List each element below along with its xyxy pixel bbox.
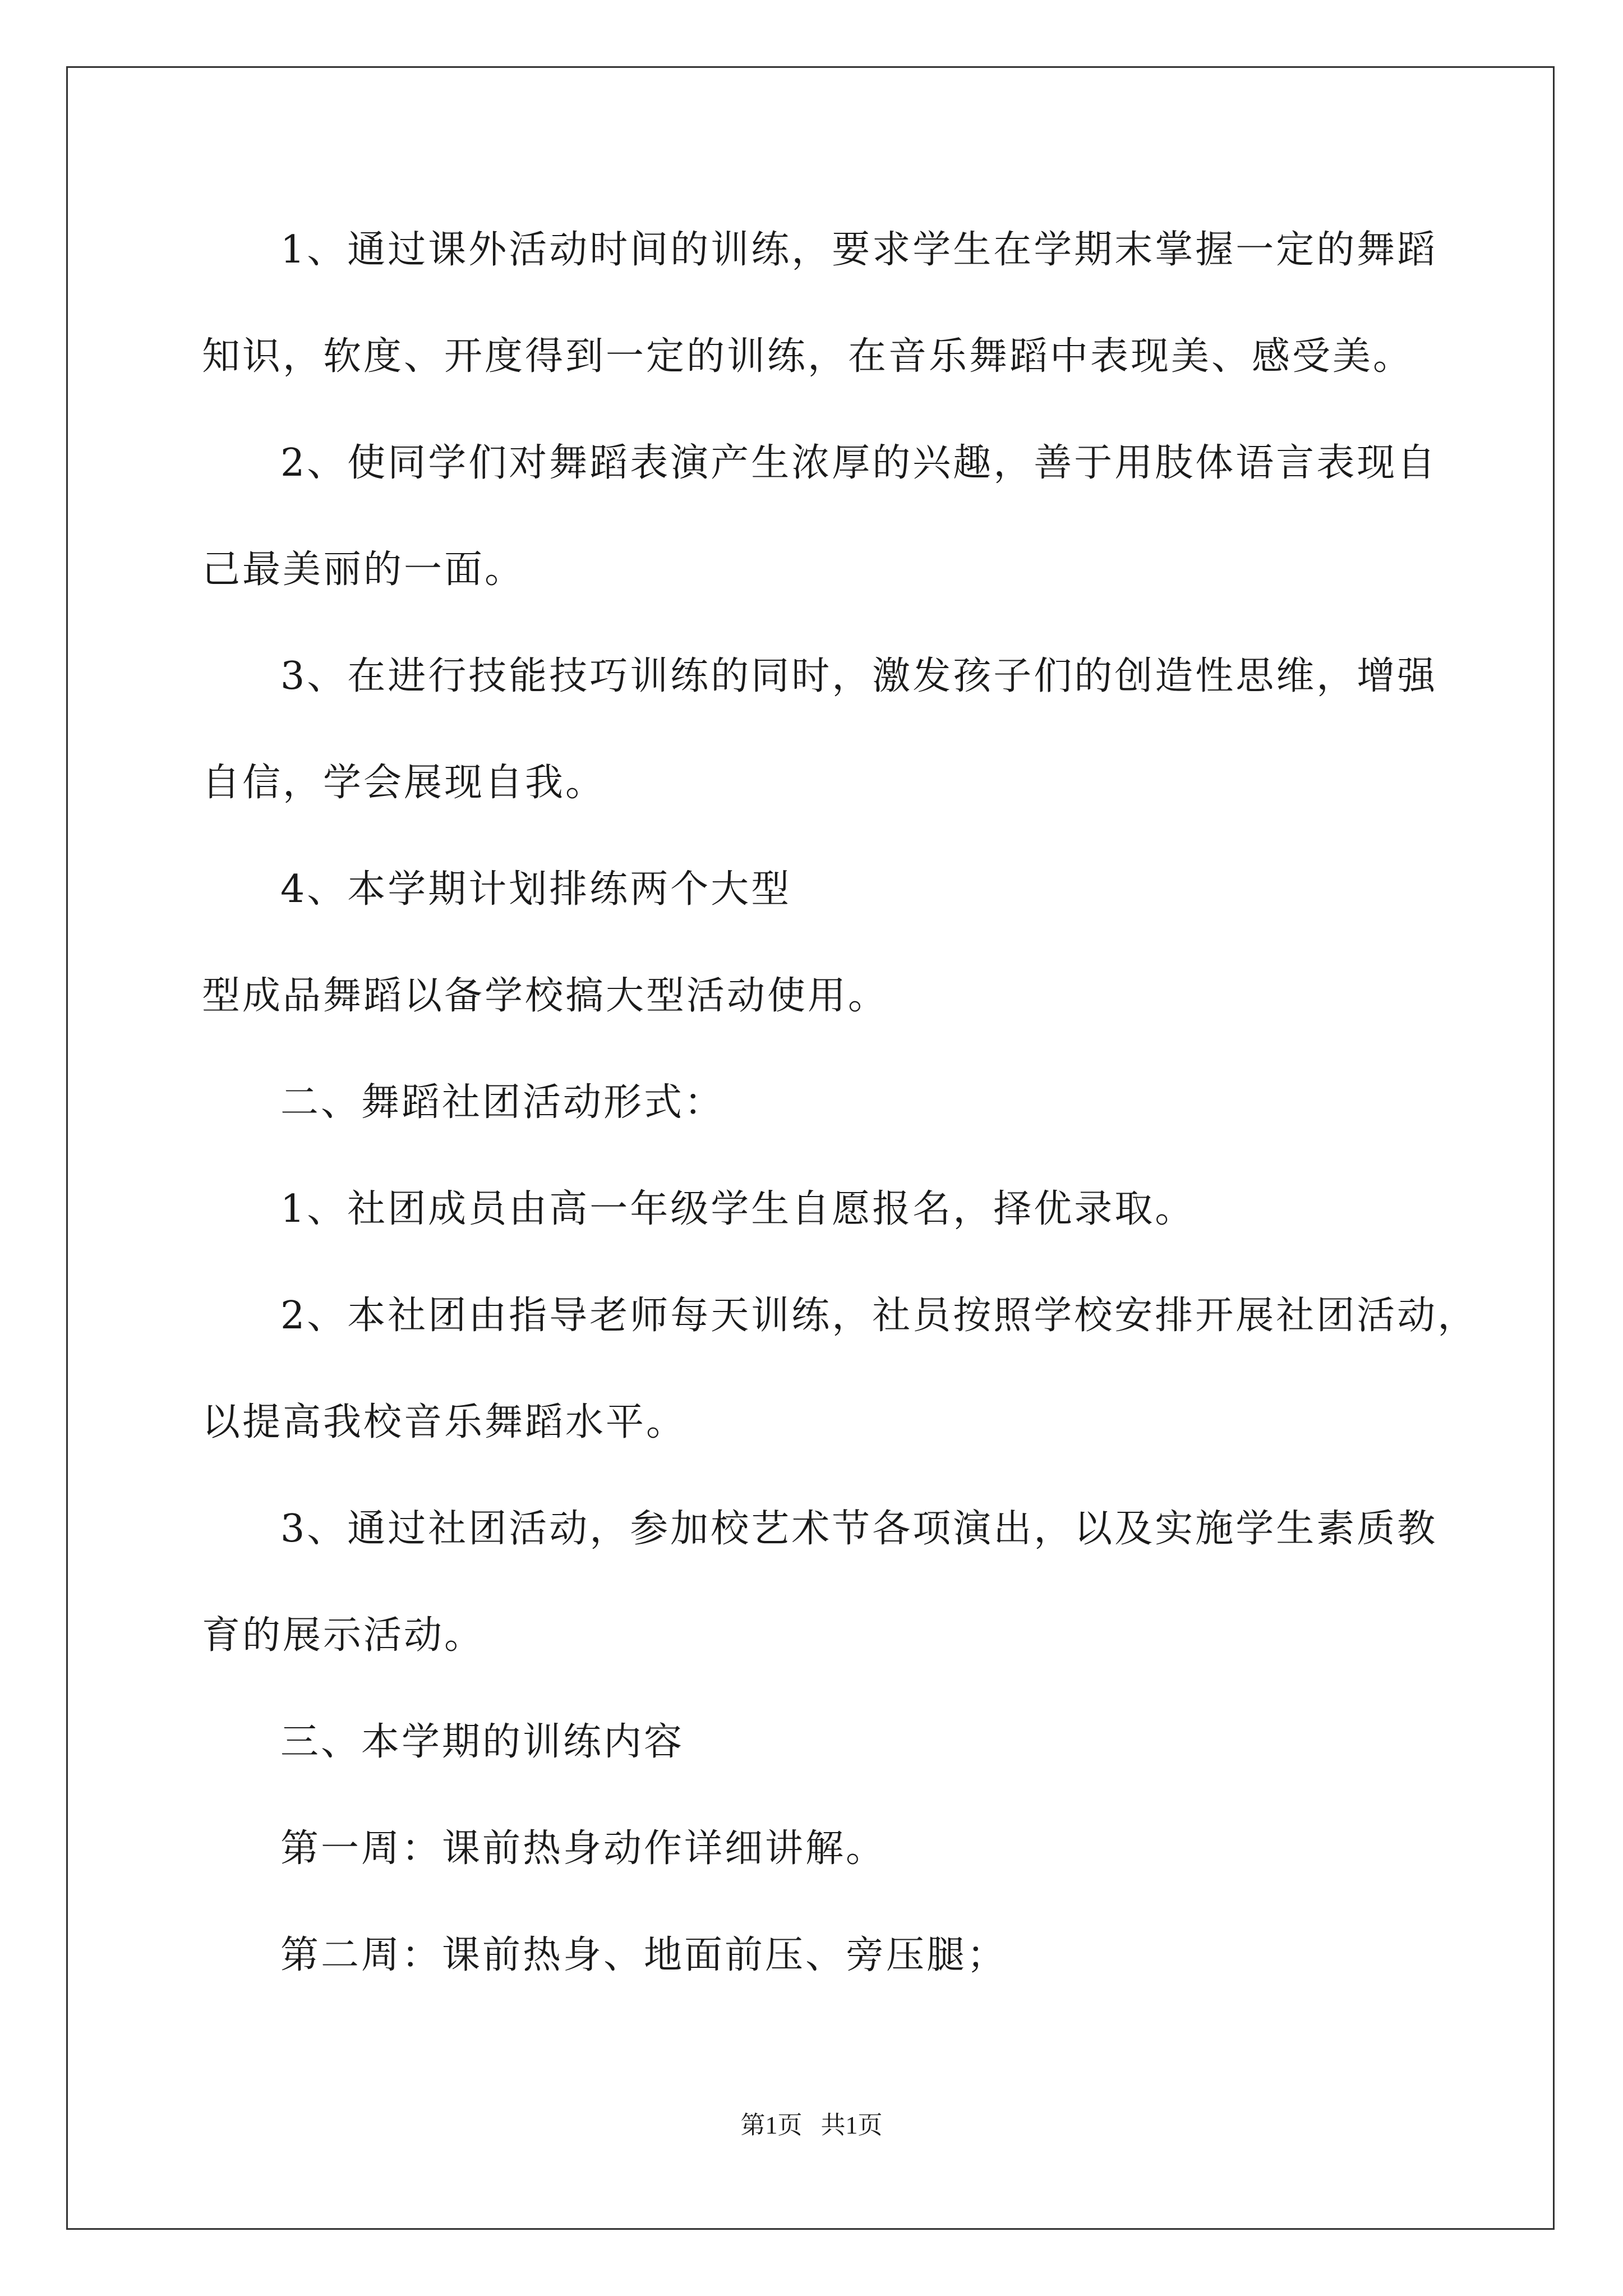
paragraph-6-line-1: 2、本社团由指导老师每天训练，社员按照学校安排开展社团活动， (280, 1294, 1478, 1338)
page-number-footer: 第1页 共1页 (740, 2111, 883, 2139)
paragraph-7-line-1: 3、通过社团活动，参加校艺术节各项演出，以及实施学生素质教 (280, 1507, 1438, 1551)
paragraph-1-line-1: 1、通过课外活动时间的训练，要求学生在学期末掌握一定的舞蹈 (280, 228, 1438, 272)
paragraph-2-line-1: 2、使同学们对舞蹈表演产生浓厚的兴趣，善于用肢体语言表现自 (280, 441, 1438, 485)
paragraph-5-line-1: 1、社团成员由高一年级学生自愿报名，择优录取。 (280, 1187, 1196, 1231)
paragraph-6-line-2: 以提高我校音乐舞蹈水平。 (202, 1400, 687, 1444)
paragraph-2-line-2: 己最美丽的一面。 (202, 547, 525, 592)
paragraph-3-line-2: 自信，学会展现自我。 (202, 761, 606, 805)
section-heading-3: 三、本学期的训练内容 (280, 1720, 685, 1764)
paragraph-7-line-2: 育的展示活动。 (202, 1613, 485, 1658)
week-1-item: 第一周：课前热身动作详细讲解。 (280, 1826, 887, 1871)
paragraph-4-line-2: 型成品舞蹈以备学校搞大型活动使用。 (202, 974, 889, 1018)
section-heading-2: 二、舞蹈社团活动形式： (280, 1080, 725, 1125)
week-2-item: 第二周：课前热身、地面前压、旁压腿； (280, 1933, 1008, 1977)
page-border (66, 66, 1555, 2230)
paragraph-4-line-1: 4、本学期计划排练两个大型 (280, 867, 792, 912)
paragraph-1-line-2: 知识，软度、开度得到一定的训练，在音乐舞蹈中表现美、感受美。 (202, 334, 1414, 379)
paragraph-3-line-1: 3、在进行技能技巧训练的同时，激发孩子们的创造性思维，增强 (280, 654, 1438, 698)
